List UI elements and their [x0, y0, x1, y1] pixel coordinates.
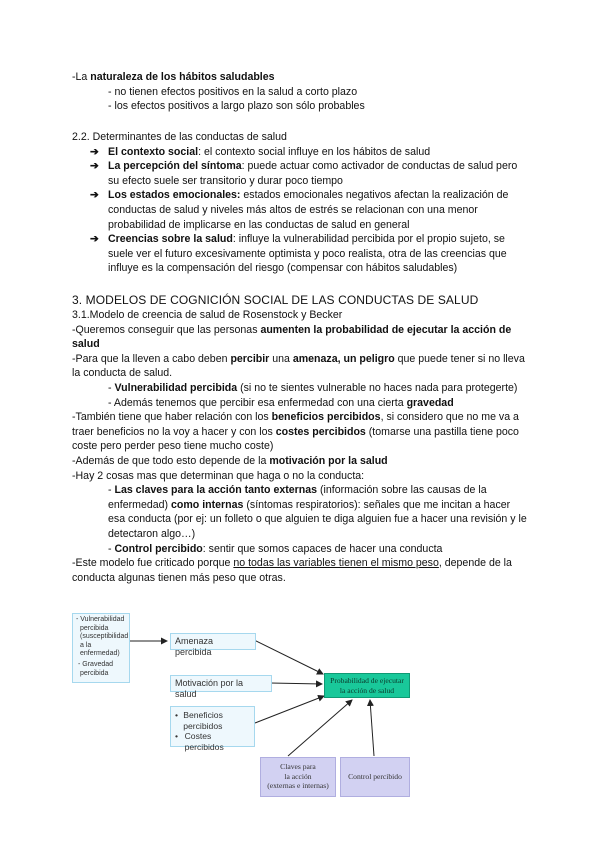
models-section: [72, 292, 527, 585]
costes-label: Costes percibidos: [184, 731, 224, 752]
paragraph-indented: - Las claves para la acción tanto externas (información sobre las causas de la enfermedad) como internas (síntomas respiratorios): señales que me incitan a hacer esa conducta (por ej: un folleto o que alguien te diga alguien fue a hacer una revisión y le detectaron algo…): [108, 484, 527, 540]
arrow-motivacion-to-target: [270, 683, 322, 684]
target-line: Probabilidad de ejecutar: [330, 676, 404, 685]
paragraph: -Además de que todo esto depende de la motivación por la salud: [72, 454, 388, 467]
paragraph: -Este modelo fue criticado porque no todas las variables tienen el mismo peso, depende de la conducta algunas tienen más peso que otras.: [72, 557, 512, 584]
paragraph-indented: - Vulnerabilidad percibida (si no te sientes vulnerable no haces nada para protegerte): [108, 381, 518, 394]
box-line: a la enfermedad): [80, 641, 120, 658]
habits-section: [72, 70, 527, 114]
paragraph: -También tiene que haber relación con los beneficios percibidos, si considero que no me va a traer beneficios no la voy a hacer y con los costes percibidos (tomarse una pastilla tiene poco coste pero perder peso tiene mucho coste): [72, 411, 519, 453]
section-heading: 2.2. Determinantes de las conductas de salud: [72, 131, 287, 143]
claves-line: Claves para: [280, 762, 316, 771]
bullet-icon: •: [175, 710, 179, 720]
habits-intro-bold: naturaleza de los hábitos saludables: [90, 71, 275, 83]
costes-item: [175, 731, 250, 752]
arrow-claves-to-target: [288, 700, 352, 756]
determinant-bullet: ➔ Los estados emocionales: estados emocionales negativos afectan la realización de conductas de salud y niveles más altos de estrés se relacionan con una menor probabilidad de implicarse en las conductas de salud en general: [90, 189, 509, 231]
determinant-bullet: ➔ La percepción del síntoma: puede actuar como activador de conductas de salud pero su efecto suele ser transitorio y durar poco tiempo: [90, 160, 518, 187]
determinant-bullet: ➔ Creencias sobre la salud: influye la vulnerabilidad percibida por el propio sujeto, se suele ver el futuro excesivamente optimista y poco realista, otra de las creencias que influye es la compensación del riesgo (compensar con hábitos saludables): [90, 233, 507, 275]
probability-target-box: [324, 673, 410, 698]
arrow-control-to-target: [370, 700, 374, 756]
paragraph: -Queremos conseguir que las personas aumenten la probabilidad de ejecutar la acción de salud: [72, 323, 512, 351]
bullet-icon: •: [175, 731, 179, 741]
arrow-beneficios-to-target: [255, 696, 324, 723]
determinant-bullet: ➔ El contexto social: el contexto social influye en los hábitos de salud: [90, 145, 431, 158]
habits-item: - no tienen efectos positivos en la salud a corto plazo: [108, 85, 358, 98]
arrow-icon: ➔: [90, 160, 99, 173]
control-box: Control percibido: [340, 757, 410, 797]
motivacion-box: Motivación por la salud: [170, 675, 272, 692]
paragraph: -Para que la lleven a cabo deben percibir una amenaza, un peligro que puede tener si no lleva la conducta de salud.: [72, 352, 525, 380]
paragraph-indented: - Además tenemos que percibir esa enfermedad con una cierta gravedad: [108, 396, 454, 409]
habits-intro: -La naturaleza de los hábitos saludables: [72, 71, 275, 83]
box-line: (susceptibilidad: [80, 633, 129, 641]
health-belief-model-diagram: [72, 607, 412, 799]
box-line: - Gravedad: [78, 660, 114, 668]
box-line: percibida: [80, 669, 109, 677]
arrow-amenaza-to-target: [254, 640, 323, 674]
arrow-icon: ➔: [90, 145, 99, 158]
paragraph-indented: - Control percibido: sentir que somos capaces de hacer una conducta: [108, 542, 443, 555]
section-title: 3. MODELOS DE COGNICIÓN SOCIAL DE LAS CONDUCTAS DE SALUD: [72, 293, 479, 307]
claves-line: (externas e internas): [267, 781, 329, 790]
beneficios-costes-box: [170, 706, 255, 752]
box-line: percibida: [80, 624, 109, 632]
beneficios-item: [175, 710, 250, 731]
subsection-title: 3.1.Modelo de creencia de salud de Rosenstock y Becker: [72, 309, 343, 321]
vulnerability-box: [72, 613, 130, 683]
arrow-icon: ➔: [90, 189, 99, 202]
claves-line: la acción: [284, 771, 312, 781]
target-line: la acción de salud: [339, 686, 395, 695]
determinants-section: [72, 130, 527, 276]
amenaza-box: Amenaza percibida: [170, 633, 256, 650]
paragraph: -Hay 2 cosas mas que determinan que haga o no la conducta:: [72, 469, 365, 482]
box-line: - Vulnerabilidad: [76, 616, 125, 623]
arrow-icon: ➔: [90, 233, 99, 246]
habits-item: - los efectos positivos a largo plazo son sólo probables: [108, 100, 365, 113]
beneficios-label: Beneficios percibidos: [183, 710, 223, 731]
claves-box: [260, 757, 336, 797]
